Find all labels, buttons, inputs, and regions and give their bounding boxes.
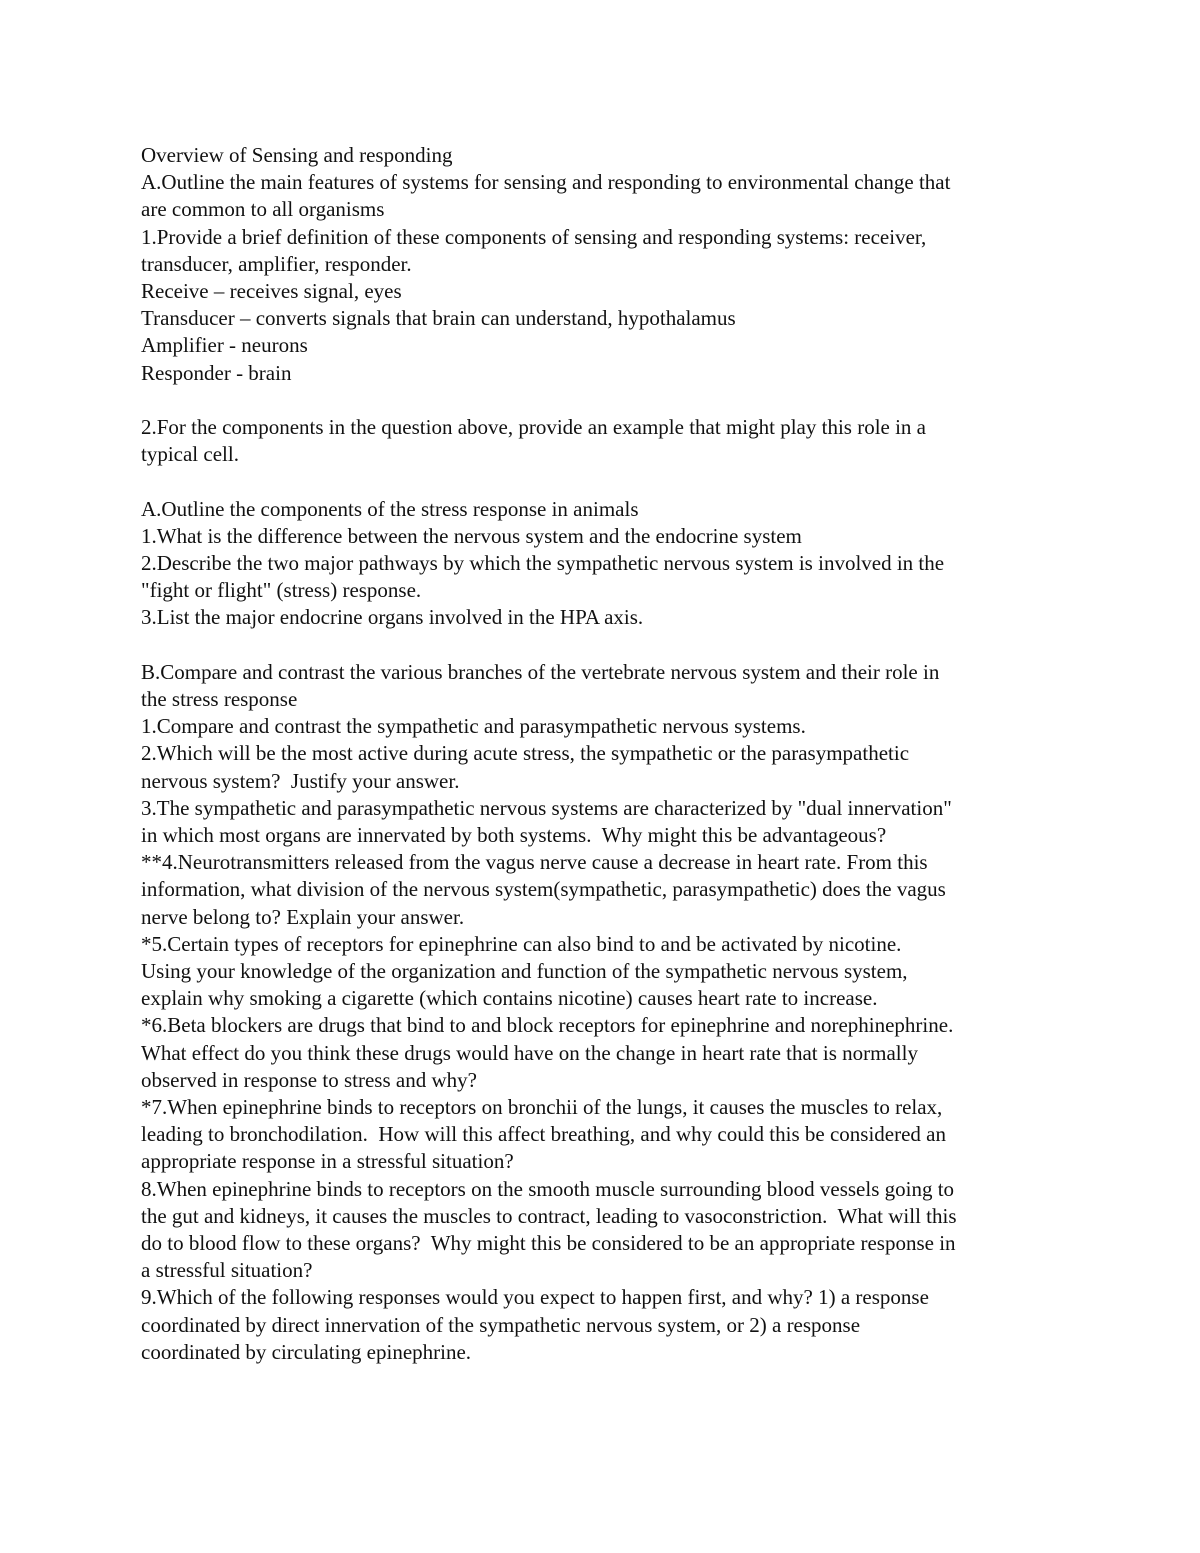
text-line: coordinated by direct innervation of the sympathetic nervous system, or 2) a response — [141, 1312, 861, 1337]
text-line: **4.Neurotransmitters released from the vagus nerve cause a decrease in heart rate. From this — [141, 850, 928, 875]
text-line: 1.What is the difference between the nervous system and the endocrine system — [141, 523, 802, 548]
text-line: 3.List the major endocrine organs involved in the HPA axis. — [141, 605, 644, 630]
text-line: nerve belong to? Explain your answer. — [141, 904, 465, 929]
text-line: 3.The sympathetic and parasympathetic nervous systems are characterized by "dual innervation" — [141, 795, 952, 820]
text-line: Amplifier - neurons — [141, 333, 308, 358]
text-line: leading to bronchodilation. How will this affect breathing, and why could this be considered an — [141, 1122, 947, 1147]
blank-line — [141, 632, 1071, 659]
text-line: *7.When epinephrine binds to receptors on bronchii of the lungs, it causes the muscles to relax, — [141, 1095, 943, 1120]
text-line: 2.Describe the two major pathways by which the sympathetic nervous system is involved in the — [141, 551, 945, 576]
text-line: 2.Which will be the most active during acute stress, the sympathetic or the parasympathetic — [141, 741, 910, 766]
text-line: Transducer – converts signals that brain can understand, hypothalamus — [141, 306, 736, 331]
document-body — [141, 142, 1071, 1366]
text-line: observed in response to stress and why? — [141, 1067, 477, 1092]
text-line: appropriate response in a stressful situation? — [141, 1149, 514, 1174]
text-line: A.Outline the components of the stress response in animals — [141, 496, 639, 521]
text-line: "fight or flight" (stress) response. — [141, 578, 422, 603]
text-line: the gut and kidneys, it causes the muscles to contract, leading to vasoconstriction. What will this — [141, 1203, 957, 1228]
text-line: 2.For the components in the question above, provide an example that might play this role in a — [141, 415, 926, 440]
text-line: 9.Which of the following responses would you expect to happen first, and why? 1) a response — [141, 1285, 929, 1310]
text-line: *5.Certain types of receptors for epinephrine can also bind to and be activated by nicotine. — [141, 931, 902, 956]
text-line: Overview of Sensing and responding — [141, 143, 453, 167]
text-line: typical cell. — [141, 442, 239, 467]
text-line: transducer, amplifier, responder. — [141, 251, 412, 276]
text-line: B.Compare and contrast the various branches of the vertebrate nervous system and their role in — [141, 659, 940, 684]
text-line: *6.Beta blockers are drugs that bind to and block receptors for epinephrine and norephinephrine. — [141, 1013, 954, 1038]
text-line: coordinated by circulating epinephrine. — [141, 1339, 472, 1364]
text-line: Responder - brain — [141, 360, 292, 385]
text-line: the stress response — [141, 687, 298, 712]
text-line: in which most organs are innervated by both systems. Why might this be advantageous? — [141, 823, 887, 848]
text-line: Using your knowledge of the organization and function of the sympathetic nervous system, — [141, 959, 908, 984]
blank-line — [141, 468, 1071, 495]
text-line: a stressful situation? — [141, 1258, 313, 1283]
text-line: What effect do you think these drugs would have on the change in heart rate that is normally — [141, 1040, 918, 1065]
text-line: 8.When epinephrine binds to receptors on the smooth muscle surrounding blood vessels going to — [141, 1176, 955, 1201]
blank-line — [141, 387, 1071, 414]
text-line: Receive – receives signal, eyes — [141, 279, 402, 304]
text-line: are common to all organisms — [141, 197, 385, 222]
text-line: information, what division of the nervous system(sympathetic, parasympathetic) does the vagus — [141, 877, 946, 902]
text-line: A.Outline the main features of systems for sensing and responding to environmental change that — [141, 170, 951, 195]
text-line: 1.Compare and contrast the sympathetic and parasympathetic nervous systems. — [141, 714, 806, 739]
text-line: do to blood flow to these organs? Why might this be considered to be an appropriate response in — [141, 1231, 956, 1256]
text-line: nervous system? Justify your answer. — [141, 768, 460, 793]
text-line: explain why smoking a cigarette (which contains nicotine) causes heart rate to increase. — [141, 986, 878, 1011]
text-line: 1.Provide a brief definition of these components of sensing and responding systems: receiver, — [141, 224, 927, 249]
